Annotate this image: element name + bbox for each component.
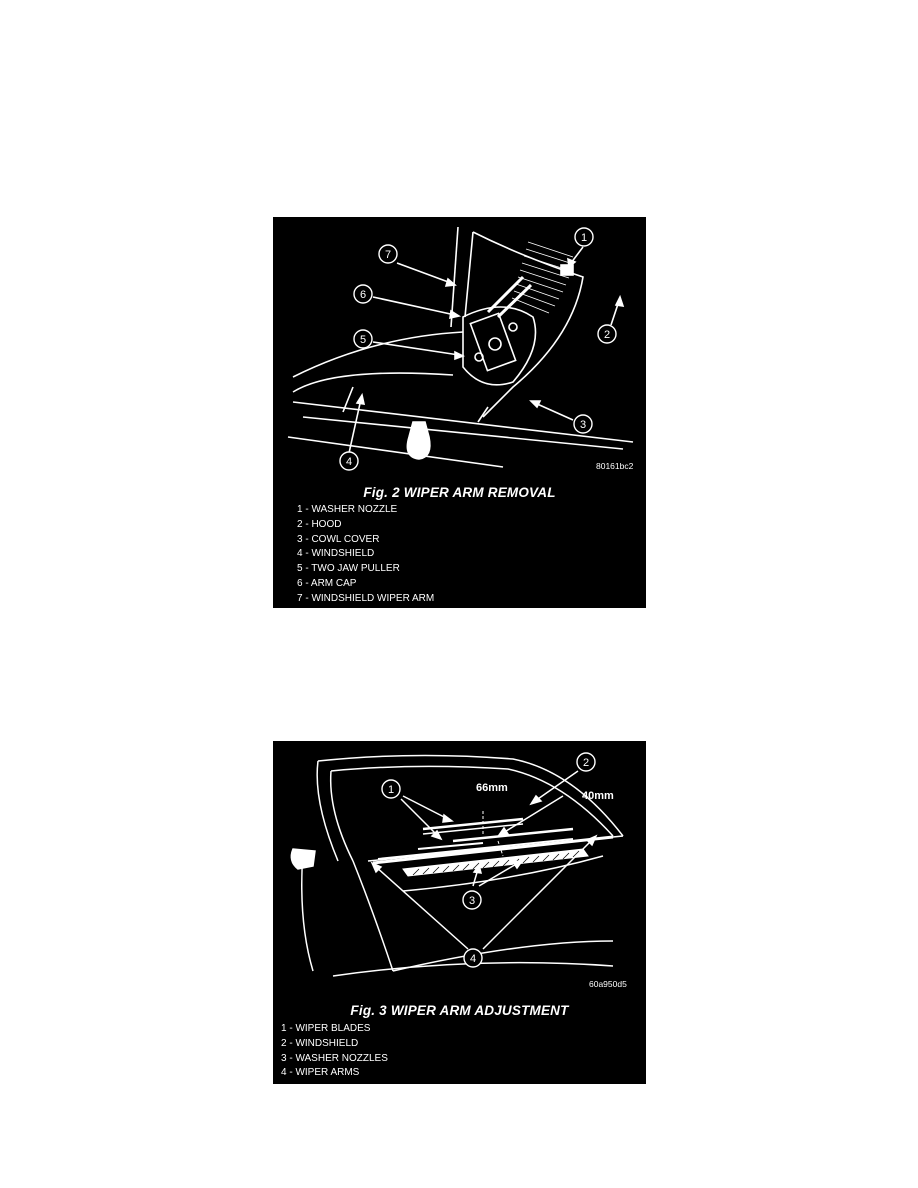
callout-2: 2 bbox=[603, 329, 611, 341]
image-code: 60a950d5 bbox=[589, 979, 627, 989]
figure-wiper-arm-removal bbox=[273, 217, 646, 608]
dimension-label: 66mm bbox=[476, 782, 508, 794]
callout-4: 4 bbox=[345, 456, 353, 468]
legend-item: 1 - WIPER BLADES bbox=[281, 1023, 371, 1034]
legend-item: 4 - WINDSHIELD bbox=[297, 548, 375, 560]
callout-5: 5 bbox=[359, 334, 367, 346]
callout-2: 2 bbox=[582, 757, 590, 769]
figure-wiper-arm-adjustment bbox=[273, 741, 646, 1084]
image-code: 80161bc2 bbox=[596, 461, 634, 471]
callout-4: 4 bbox=[469, 953, 477, 965]
figure-caption: Fig. 2 WIPER ARM REMOVAL bbox=[363, 485, 556, 500]
callout-1: 1 bbox=[387, 784, 395, 796]
legend-item: 1 - WASHER NOZZLE bbox=[297, 504, 398, 515]
callout-3: 3 bbox=[468, 895, 476, 907]
callout-7: 7 bbox=[384, 249, 392, 261]
legend-item: 4 - WIPER ARMS bbox=[281, 1067, 360, 1079]
figure-legend bbox=[297, 503, 434, 607]
wiper-arm-adjustment-illustration bbox=[273, 741, 646, 991]
figure-caption: Fig. 3 WIPER ARM ADJUSTMENT bbox=[350, 1003, 569, 1018]
legend-item: 2 - HOOD bbox=[297, 518, 342, 530]
legend-item: 6 - ARM CAP bbox=[297, 577, 357, 589]
wiper-arm-removal-illustration bbox=[273, 217, 646, 477]
callout-6: 6 bbox=[359, 289, 367, 301]
figure-legend bbox=[281, 1022, 388, 1081]
legend-item: 5 - TWO JAW PULLER bbox=[297, 563, 400, 575]
callout-3: 3 bbox=[579, 419, 587, 431]
callout-1: 1 bbox=[580, 232, 588, 244]
dimension-label: 40mm bbox=[582, 790, 614, 802]
legend-item: 3 - WASHER NOZZLES bbox=[281, 1052, 388, 1064]
legend-item: 2 - WINDSHIELD bbox=[281, 1037, 359, 1049]
legend-item: 3 - COWL COVER bbox=[297, 533, 380, 545]
legend-item: 7 - WINDSHIELD WIPER ARM bbox=[297, 592, 435, 604]
